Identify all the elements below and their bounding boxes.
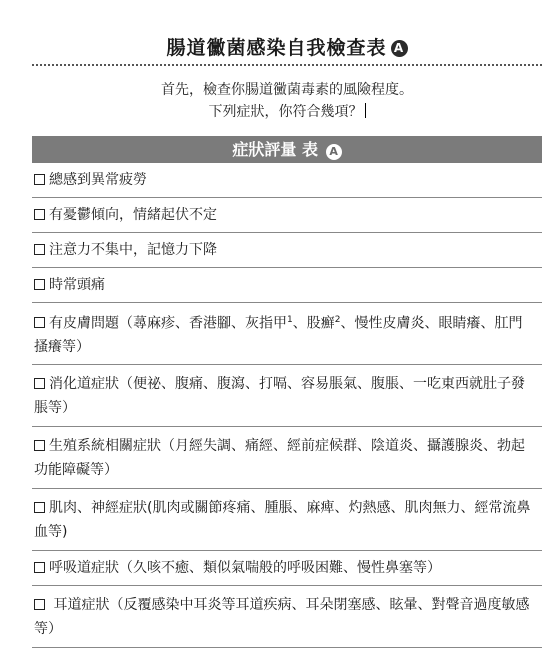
intro-text <box>32 79 542 123</box>
symptom-text: 有皮膚問題（蕁麻疹、香港腳、灰指甲 <box>49 315 287 332</box>
intro-line-2-text: 下列症狀，你符合幾項？ <box>208 104 363 120</box>
checkbox-icon[interactable] <box>34 279 45 290</box>
checkbox-icon[interactable] <box>34 562 45 573</box>
checkbox-icon[interactable] <box>34 244 45 255</box>
checkbox-icon[interactable] <box>34 317 45 328</box>
symptom-text: 注意力不集中，記憶力下降 <box>49 242 217 258</box>
symptom-text: 肌肉、神經症狀(肌肉或關節疼痛、腫脹、麻痺、灼熱感、肌肉無力、經常流鼻血等) <box>34 499 531 540</box>
symptom-row[interactable] <box>32 268 542 303</box>
symptom-text: 生殖系統相關症狀（月經失調、痛經、經前症候群、陰道炎、攝護腺炎、勃起功能障礙等） <box>34 437 525 478</box>
intro-line-2 <box>32 101 542 123</box>
title-bar <box>32 34 542 66</box>
checkbox-icon[interactable] <box>34 174 45 185</box>
symptom-row[interactable] <box>32 586 542 648</box>
checkbox-icon[interactable] <box>34 378 45 389</box>
title-badge-icon: A <box>391 40 408 57</box>
checkbox-icon[interactable] <box>34 440 45 451</box>
table-header <box>32 136 542 163</box>
table-header-badge-icon: A <box>326 144 342 160</box>
symptom-row[interactable] <box>32 198 542 233</box>
symptom-row[interactable] <box>32 427 542 489</box>
checkbox-icon[interactable] <box>34 502 45 513</box>
symptom-row[interactable] <box>32 303 542 365</box>
table-header-label: 症狀評量 表 <box>232 140 318 159</box>
symptom-row[interactable] <box>32 551 542 586</box>
checkbox-icon[interactable] <box>34 599 45 610</box>
symptom-text: 、慢性皮膚炎、眼睛癢、肛門搔癢等） <box>34 315 523 356</box>
checkbox-icon[interactable] <box>34 209 45 220</box>
symptom-text: 有憂鬱傾向，情緒起伏不定 <box>49 207 217 223</box>
symptom-list <box>32 163 542 648</box>
symptom-text: 消化道症狀（便祕、腹痛、腹瀉、打嗝、容易脹氣、腹脹、一吃東西就肚子發脹等） <box>34 375 525 416</box>
symptom-text: 耳道症狀（反覆感染中耳炎等耳道疾病、耳朵閉塞感、眩暈、對聲音過度敏感等） <box>34 596 530 637</box>
footnote-marker: 2 <box>334 314 341 325</box>
symptom-row[interactable] <box>32 489 542 551</box>
page-title-text: 腸道黴菌感染自我檢查表 <box>166 37 387 59</box>
symptom-text: 時常頭痛 <box>49 277 105 293</box>
symptom-text: 呼吸道症狀（久咳不癒、類似氣喘般的呼吸困難、慢性鼻塞等） <box>49 560 441 576</box>
symptom-text: 總感到異常疲勞 <box>49 172 147 188</box>
symptom-row[interactable] <box>32 365 542 427</box>
symptom-row[interactable] <box>32 163 542 198</box>
footnote-marker: 1 <box>287 314 293 325</box>
text-cursor <box>365 103 366 118</box>
intro-line-1: 首先，檢查你腸道黴菌毒素的風險程度。 <box>161 82 413 98</box>
page-title <box>166 34 407 62</box>
symptom-text: 、股癬 <box>292 315 335 332</box>
symptom-row[interactable] <box>32 233 542 268</box>
